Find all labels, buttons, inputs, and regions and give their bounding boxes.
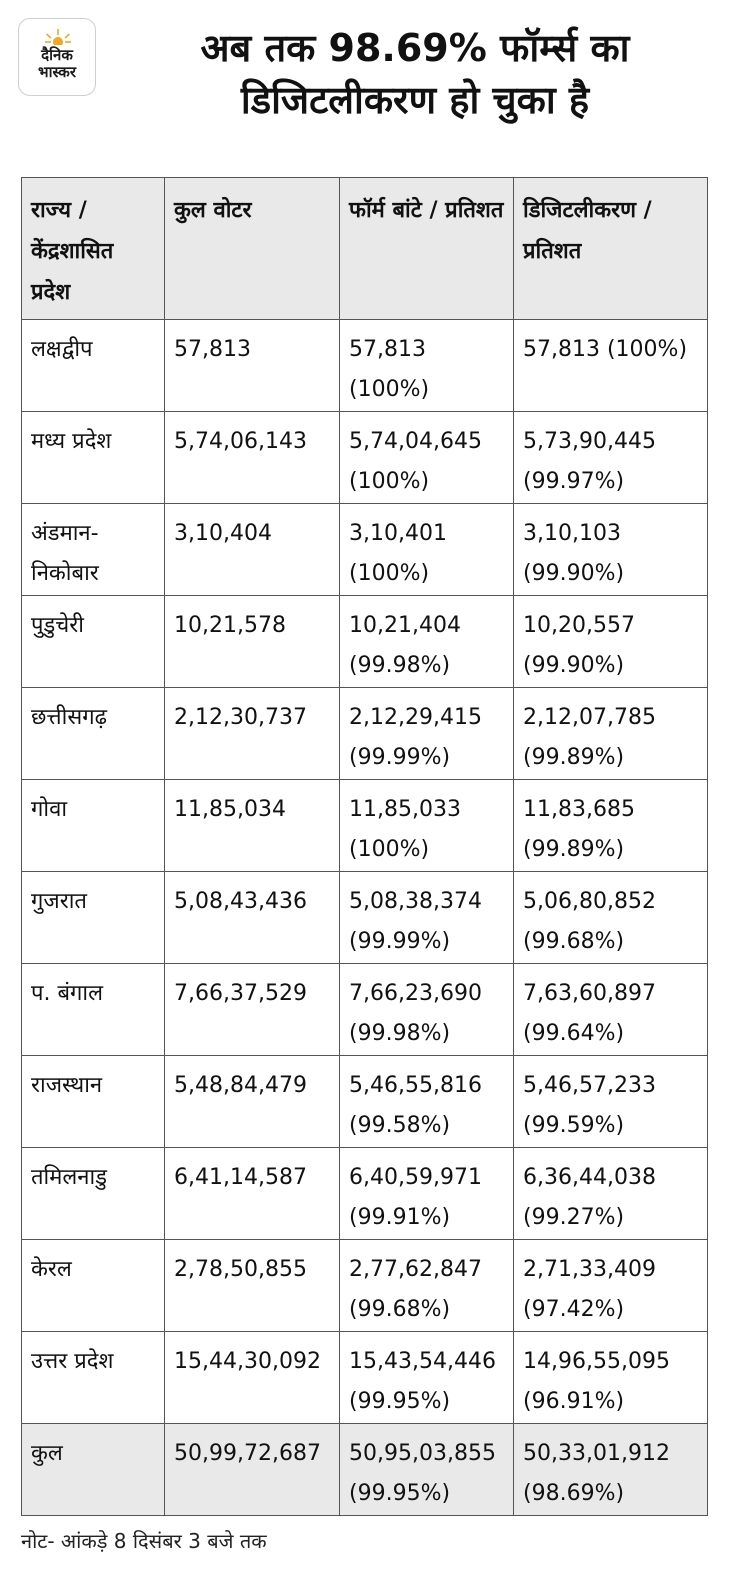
cell-state (22, 872, 165, 964)
table-row (22, 412, 708, 504)
cell-state-line1: पुडुचेरी (31, 613, 84, 638)
cell-voters (165, 1424, 340, 1516)
cell-state-line1: गुजरात (31, 889, 87, 914)
logo-line1: दैनिक (41, 46, 73, 64)
cell-voters (165, 1148, 340, 1240)
cell-state-line1: केरल (31, 1257, 72, 1282)
table-row (22, 688, 708, 780)
cell-voters (165, 320, 340, 412)
cell-digital (514, 1148, 708, 1240)
cell-digital-line2: (99.59%) (523, 1113, 625, 1138)
cell-state-line1: गोवा (31, 797, 68, 822)
cell-digital-line1: 2,12,07,785 (523, 705, 656, 730)
title-line2: डिजिटलीकरण हो चुका है (240, 78, 590, 122)
cell-state (22, 1240, 165, 1332)
cell-digital-line2: (99.64%) (523, 1021, 625, 1046)
cell-forms-line2: (99.95%) (349, 1389, 451, 1414)
cell-state-line1: मध्य प्रदेश (31, 429, 112, 454)
cell-digital-line1: 6,36,44,038 (523, 1165, 656, 1190)
cell-state-line1: प. बंगाल (31, 981, 104, 1006)
cell-forms (340, 1056, 514, 1148)
cell-digital (514, 872, 708, 964)
cell-digital-line1: 5,46,57,233 (523, 1073, 656, 1098)
table-row (22, 1148, 708, 1240)
table-header-row (22, 178, 708, 320)
cell-digital-line2: (99.68%) (523, 929, 625, 954)
cell-voters-line1: 10,21,578 (174, 613, 286, 638)
cell-digital (514, 688, 708, 780)
cell-forms-line1: 50,95,03,855 (349, 1441, 496, 1466)
cell-forms (340, 964, 514, 1056)
cell-digital (514, 1056, 708, 1148)
cell-state (22, 504, 165, 596)
cell-state (22, 964, 165, 1056)
cell-voters-line1: 57,813 (174, 337, 251, 362)
cell-forms-line1: 2,77,62,847 (349, 1257, 482, 1282)
cell-state-line1: अंडमान-निकोबार (31, 521, 99, 586)
cell-state-line1: लक्षद्वीप (31, 337, 93, 362)
cell-digital-line2: (99.90%) (523, 653, 625, 678)
cell-forms-line2: (99.58%) (349, 1113, 451, 1138)
cell-forms-line1: 10,21,404 (349, 613, 461, 638)
header-state: राज्य / केंद्रशासित प्रदेश (22, 178, 165, 320)
cell-digital-line2: (99.89%) (523, 745, 625, 770)
cell-forms (340, 872, 514, 964)
cell-forms-line2: (99.99%) (349, 929, 451, 954)
title-line1: अब तक 98.69% फॉर्म्स का (200, 26, 630, 70)
cell-digital-line1: 5,06,80,852 (523, 889, 656, 914)
cell-voters (165, 1056, 340, 1148)
cell-forms-line1: 7,66,23,690 (349, 981, 482, 1006)
cell-state (22, 320, 165, 412)
cell-digital (514, 596, 708, 688)
cell-voters (165, 596, 340, 688)
cell-forms (340, 780, 514, 872)
cell-forms (340, 320, 514, 412)
cell-digital-line1: 2,71,33,409 (523, 1257, 656, 1282)
cell-forms-line1: 11,85,033 (349, 797, 461, 822)
cell-voters (165, 504, 340, 596)
cell-digital (514, 504, 708, 596)
cell-state (22, 688, 165, 780)
cell-voters-line1: 15,44,30,092 (174, 1349, 321, 1374)
cell-state-line1: उत्तर प्रदेश (31, 1349, 114, 1374)
cell-digital (514, 412, 708, 504)
cell-state (22, 1332, 165, 1424)
table-row (22, 1332, 708, 1424)
header-digital: डिजिटलीकरण / प्रतिशत (514, 178, 708, 320)
cell-voters-line1: 2,12,30,737 (174, 705, 307, 730)
cell-state-line1: तमिलनाडु (31, 1165, 107, 1190)
cell-state-line1: छत्तीसगढ़ (31, 705, 107, 730)
cell-state (22, 1056, 165, 1148)
cell-forms (340, 1424, 514, 1516)
cell-state (22, 596, 165, 688)
cell-digital (514, 1332, 708, 1424)
cell-forms-line1: 5,74,04,645 (349, 429, 482, 454)
cell-state-line1: राजस्थान (31, 1073, 103, 1098)
dainik-bhaskar-logo (18, 18, 96, 96)
cell-digital-line2: (99.89%) (523, 837, 625, 862)
cell-voters-line1: 50,99,72,687 (174, 1441, 321, 1466)
table-row (22, 780, 708, 872)
cell-forms-line2: (99.98%) (349, 653, 451, 678)
cell-forms-line2: (100%) (349, 837, 430, 862)
digitization-table (21, 177, 708, 1516)
cell-voters-line1: 5,74,06,143 (174, 429, 307, 454)
cell-state (22, 1424, 165, 1516)
cell-digital (514, 1240, 708, 1332)
cell-voters-line1: 5,48,84,479 (174, 1073, 307, 1098)
cell-forms-line2: (100%) (349, 561, 430, 586)
cell-voters-line1: 11,85,034 (174, 797, 286, 822)
sun-icon (45, 29, 71, 45)
cell-voters (165, 688, 340, 780)
cell-forms-line2: (99.68%) (349, 1297, 451, 1322)
cell-voters-line1: 3,10,404 (174, 521, 272, 546)
cell-forms (340, 504, 514, 596)
table-row (22, 964, 708, 1056)
cell-voters (165, 964, 340, 1056)
cell-forms (340, 1148, 514, 1240)
cell-digital-line1: 14,96,55,095 (523, 1349, 670, 1374)
table-row (22, 1240, 708, 1332)
cell-forms (340, 1240, 514, 1332)
cell-voters-line1: 7,66,37,529 (174, 981, 307, 1006)
cell-digital (514, 1424, 708, 1516)
cell-state (22, 780, 165, 872)
cell-digital-line2: (99.90%) (523, 561, 625, 586)
cell-forms (340, 412, 514, 504)
footnote: नोट- आंकड़े 8 दिसंबर 3 बजे तक (21, 1529, 267, 1553)
cell-digital (514, 964, 708, 1056)
cell-voters (165, 1240, 340, 1332)
table-row (22, 872, 708, 964)
table-row (22, 504, 708, 596)
cell-forms-line2: (99.95%) (349, 1481, 451, 1506)
cell-digital-line2: (98.69%) (523, 1481, 625, 1506)
cell-forms-line1: 57,813 (349, 337, 426, 362)
cell-digital-line2: (97.42%) (523, 1297, 625, 1322)
cell-digital-line1: 50,33,01,912 (523, 1441, 670, 1466)
cell-digital-line1: 3,10,103 (523, 521, 621, 546)
cell-forms-line1: 6,40,59,971 (349, 1165, 482, 1190)
cell-digital-line2: (99.27%) (523, 1205, 625, 1230)
cell-forms-line2: (99.99%) (349, 745, 451, 770)
logo-line2: भास्कर (38, 63, 76, 81)
cell-digital-line1: 57,813 (100%) (523, 337, 688, 362)
cell-forms-line1: 2,12,29,415 (349, 705, 482, 730)
cell-forms-line2: (100%) (349, 377, 430, 402)
header-forms: फॉर्म बांटे / प्रतिशत (340, 178, 514, 320)
cell-digital (514, 320, 708, 412)
cell-voters (165, 780, 340, 872)
cell-state (22, 1148, 165, 1240)
cell-voters (165, 412, 340, 504)
cell-voters (165, 1332, 340, 1424)
cell-forms-line2: (99.98%) (349, 1021, 451, 1046)
table-total-row (22, 1424, 708, 1516)
cell-digital-line1: 11,83,685 (523, 797, 635, 822)
cell-voters-line1: 6,41,14,587 (174, 1165, 307, 1190)
cell-forms (340, 596, 514, 688)
cell-forms-line1: 15,43,54,446 (349, 1349, 496, 1374)
cell-forms-line1: 5,46,55,816 (349, 1073, 482, 1098)
cell-digital (514, 780, 708, 872)
cell-digital-line2: (96.91%) (523, 1389, 625, 1414)
table-row (22, 1056, 708, 1148)
header-voters: कुल वोटर (165, 178, 340, 320)
cell-state (22, 412, 165, 504)
table-row (22, 320, 708, 412)
cell-voters-line1: 2,78,50,855 (174, 1257, 307, 1282)
cell-state-line1: कुल (31, 1441, 63, 1466)
table-row (22, 596, 708, 688)
cell-voters (165, 872, 340, 964)
cell-digital-line1: 10,20,557 (523, 613, 635, 638)
cell-forms (340, 688, 514, 780)
cell-forms-line1: 3,10,401 (349, 521, 447, 546)
cell-voters-line1: 5,08,43,436 (174, 889, 307, 914)
cell-digital-line1: 7,63,60,897 (523, 981, 656, 1006)
cell-forms-line2: (100%) (349, 469, 430, 494)
cell-forms-line1: 5,08,38,374 (349, 889, 482, 914)
cell-digital-line1: 5,73,90,445 (523, 429, 656, 454)
page-title (110, 22, 720, 126)
cell-forms (340, 1332, 514, 1424)
cell-digital-line2: (99.97%) (523, 469, 625, 494)
cell-forms-line2: (99.91%) (349, 1205, 451, 1230)
